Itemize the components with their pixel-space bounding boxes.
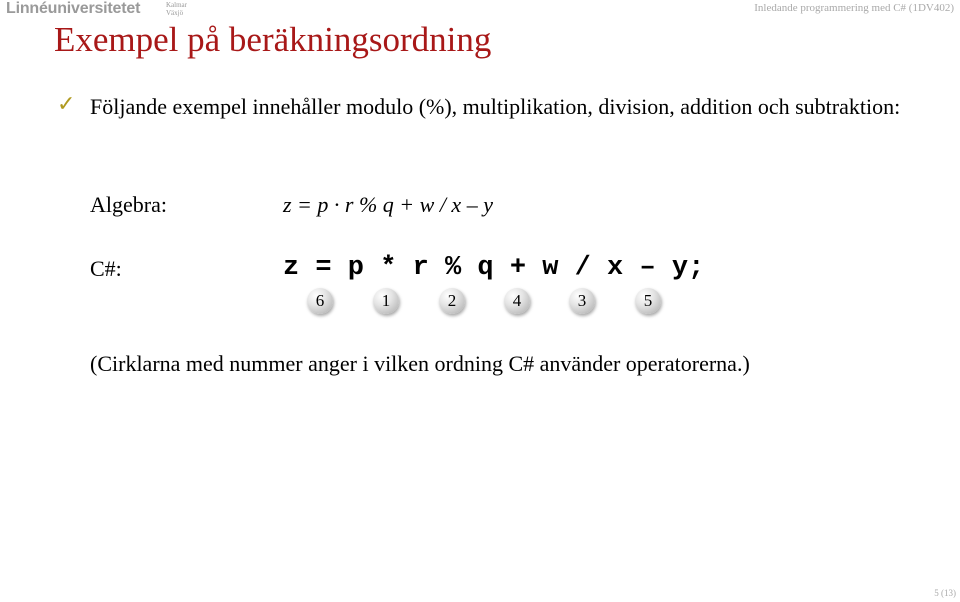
- order-circle: 5: [635, 288, 661, 314]
- order-circle: 6: [307, 288, 333, 314]
- checkmark-icon: ✓: [57, 92, 76, 117]
- university-logo: Linnéuniversitetet: [6, 0, 141, 17]
- explanation-note: (Cirklarna med nummer anger i vilken ordning C# använder operatorerna.): [90, 351, 750, 376]
- csharp-label: C#:: [90, 256, 122, 281]
- algebra-label: Algebra:: [90, 192, 167, 217]
- algebra-expression: z = p · r % q + w / x – y: [283, 192, 493, 217]
- university-logo-subtitle: Kalmar Växjö: [166, 1, 187, 17]
- slide-title: Exempel på beräkningsordning: [54, 20, 492, 59]
- csharp-expression: z = p * r % q + w / x – y;: [283, 253, 705, 283]
- order-circle: 2: [439, 288, 465, 314]
- order-circle: 4: [504, 288, 530, 314]
- page-number: 5 (13): [934, 588, 956, 598]
- order-circle: 3: [569, 288, 595, 314]
- course-title: Inledande programmering med C# (1DV402): [754, 2, 954, 14]
- bullet-text: Följande exempel innehåller modulo (%), multiplikation, division, addition och subtraktion:: [90, 94, 901, 119]
- order-circle: 1: [373, 288, 399, 314]
